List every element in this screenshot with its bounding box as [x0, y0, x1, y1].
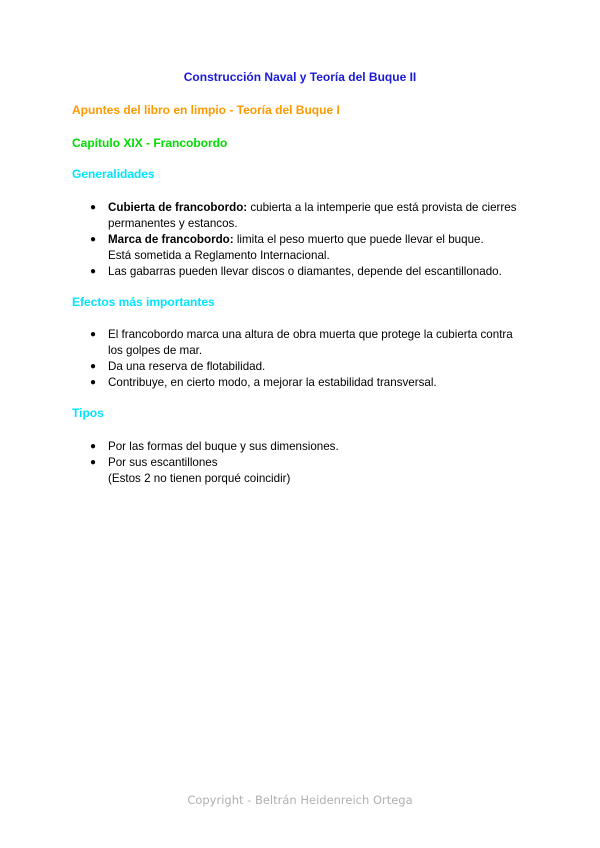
list-item	[90, 375, 530, 391]
section-heading-generalidades: Generalidades	[72, 167, 155, 181]
chapter-heading: Capítulo XIX - Francobordo	[72, 136, 228, 150]
section-heading-efectos: Efectos más importantes	[72, 295, 215, 309]
list-item-text: El francobordo marca una altura de obra muerta que protege la cubierta contra los golpes de mar.	[108, 328, 513, 357]
list-item	[90, 232, 530, 264]
efectos-list	[90, 327, 530, 391]
generalidades-list	[90, 200, 530, 280]
document-subtitle: Apuntes del libro en limpio - Teoría del Buque I	[72, 103, 340, 117]
list-item-text: Por las formas del buque y sus dimensiones.	[108, 440, 339, 453]
bullet-icon: ●	[90, 361, 97, 372]
term-label: Marca de francobordo:	[108, 233, 234, 246]
list-item	[90, 455, 530, 487]
list-item	[90, 264, 530, 280]
term-definition: limita el peso muerto que puede llevar el buque.	[233, 233, 484, 246]
list-item-text: Da una reserva de flotabilidad.	[108, 360, 266, 373]
bullet-icon: ●	[90, 377, 97, 388]
section-heading-tipos: Tipos	[72, 406, 104, 420]
list-item-text: Por sus escantillones	[108, 456, 218, 469]
bullet-icon: ●	[90, 441, 97, 452]
list-item	[90, 439, 530, 455]
term-label: Cubierta de francobordo:	[108, 201, 248, 214]
list-item	[90, 327, 530, 359]
list-item-note: (Estos 2 no tienen porqué coincidir)	[108, 472, 291, 485]
bullet-icon: ●	[90, 234, 97, 245]
list-item	[90, 200, 530, 232]
copyright-footer: Copyright - Beltrán Heidenreich Ortega	[187, 793, 413, 807]
term-definition: cubierta a la intemperie que está provista de cierres permanentes y estancos.	[108, 201, 517, 230]
bullet-icon: ●	[90, 457, 97, 468]
list-item-text: Las gabarras pueden llevar discos o diamantes, depende del escantillonado.	[108, 265, 502, 278]
bullet-icon: ●	[90, 266, 97, 277]
list-item	[90, 359, 530, 375]
list-item-text: Contribuye, en cierto modo, a mejorar la estabilidad transversal.	[108, 376, 437, 389]
tipos-list	[90, 439, 530, 487]
document-title: Construcción Naval y Teoría del Buque II	[183, 70, 417, 84]
bullet-icon: ●	[90, 329, 97, 340]
bullet-icon: ●	[90, 202, 97, 213]
term-definition-extra: Está sometida a Reglamento Internacional.	[108, 249, 330, 262]
